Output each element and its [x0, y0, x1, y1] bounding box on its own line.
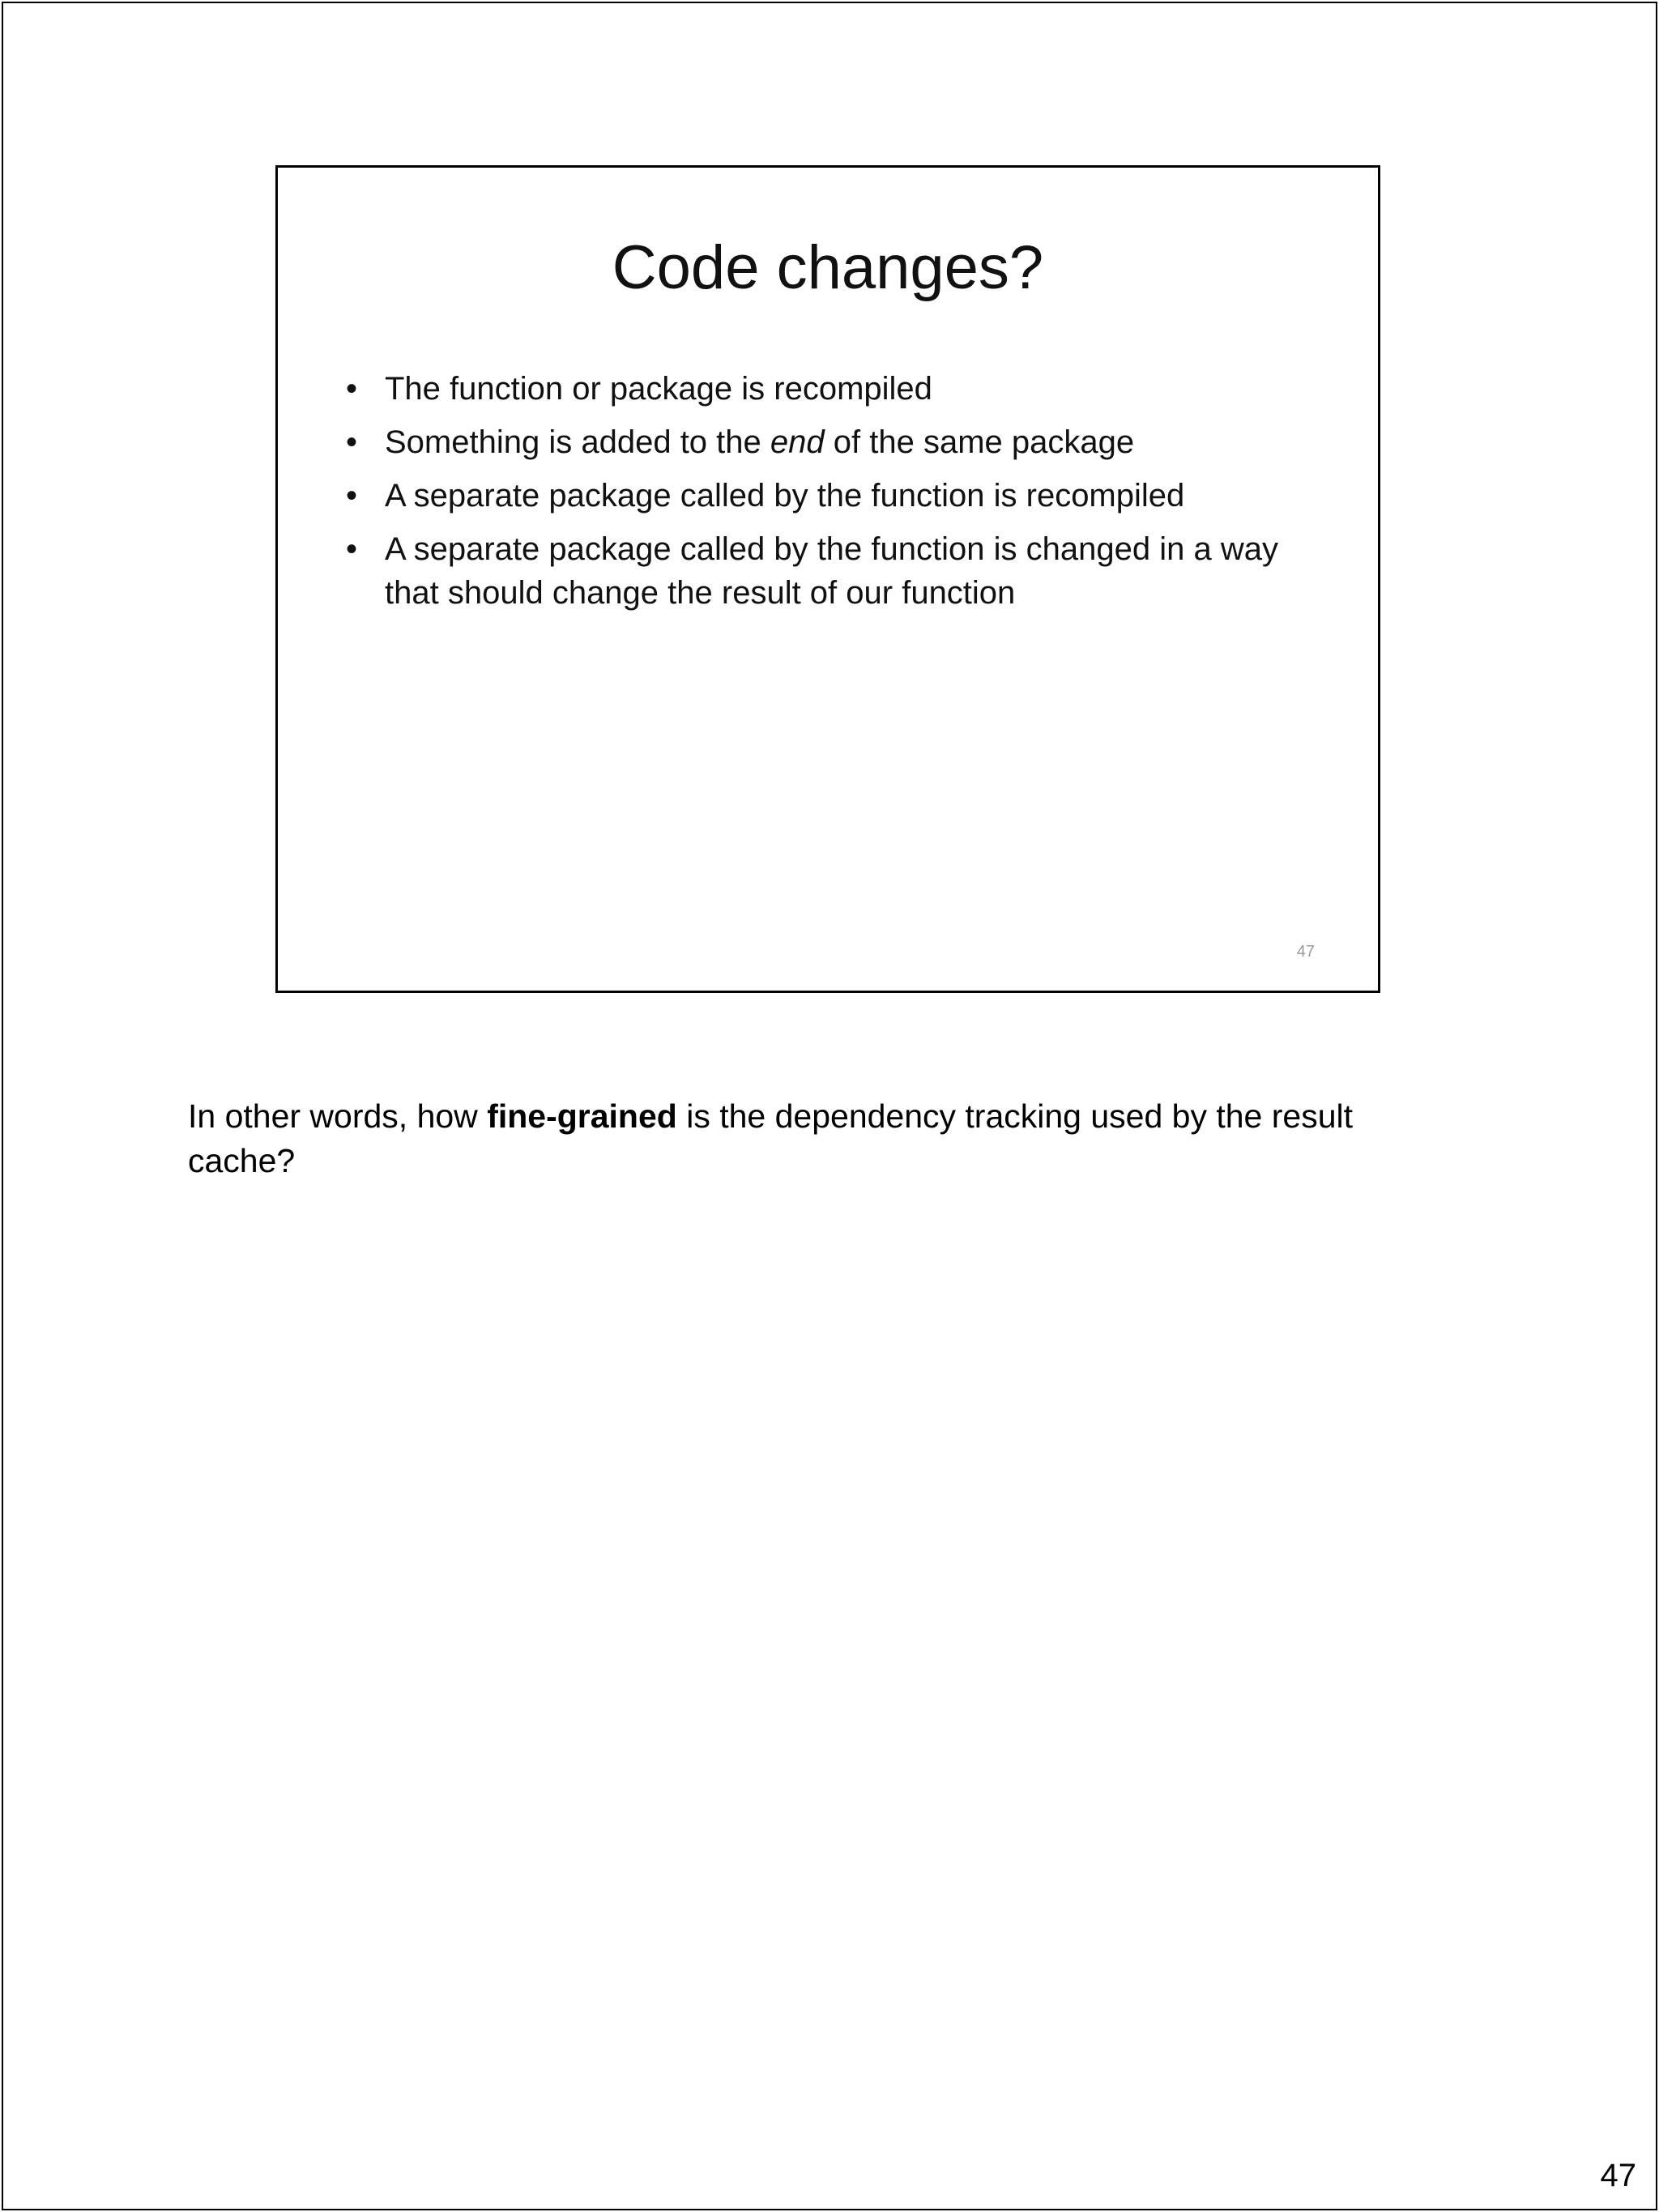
bullet-text: A separate package called by the function is recompiled — [385, 478, 1185, 514]
notes-bold-text: fine-grained — [487, 1097, 677, 1135]
notes-text: In other words, how — [188, 1097, 488, 1135]
slide-title: Code changes? — [612, 233, 1044, 302]
bullet-item — [336, 367, 1333, 411]
bullet-item — [336, 420, 1333, 464]
bullet-text: of the same package — [824, 424, 1135, 460]
slide-frame — [275, 165, 1380, 993]
slide-number: 47 — [1296, 943, 1315, 961]
bullet-item — [336, 474, 1333, 518]
bullet-item — [336, 527, 1333, 615]
bullet-text: The function or package is recompiled — [385, 371, 932, 407]
speaker-notes — [188, 1094, 1419, 1183]
bullet-text: Something is added to the — [385, 424, 770, 460]
bullet-text-emphasis: end — [770, 424, 825, 460]
bullet-list — [336, 367, 1333, 624]
page-number: 47 — [1600, 2158, 1636, 2193]
bullet-icon: • — [346, 371, 358, 407]
bullet-icon: • — [346, 424, 358, 460]
notes-text: is the dependency tracking used by the result cache? — [188, 1097, 1354, 1179]
bullet-text: A separate package called by the function is changed in a way that should change the result of our function — [385, 531, 1278, 611]
bullet-icon: • — [346, 531, 358, 567]
bullet-icon: • — [346, 478, 358, 514]
